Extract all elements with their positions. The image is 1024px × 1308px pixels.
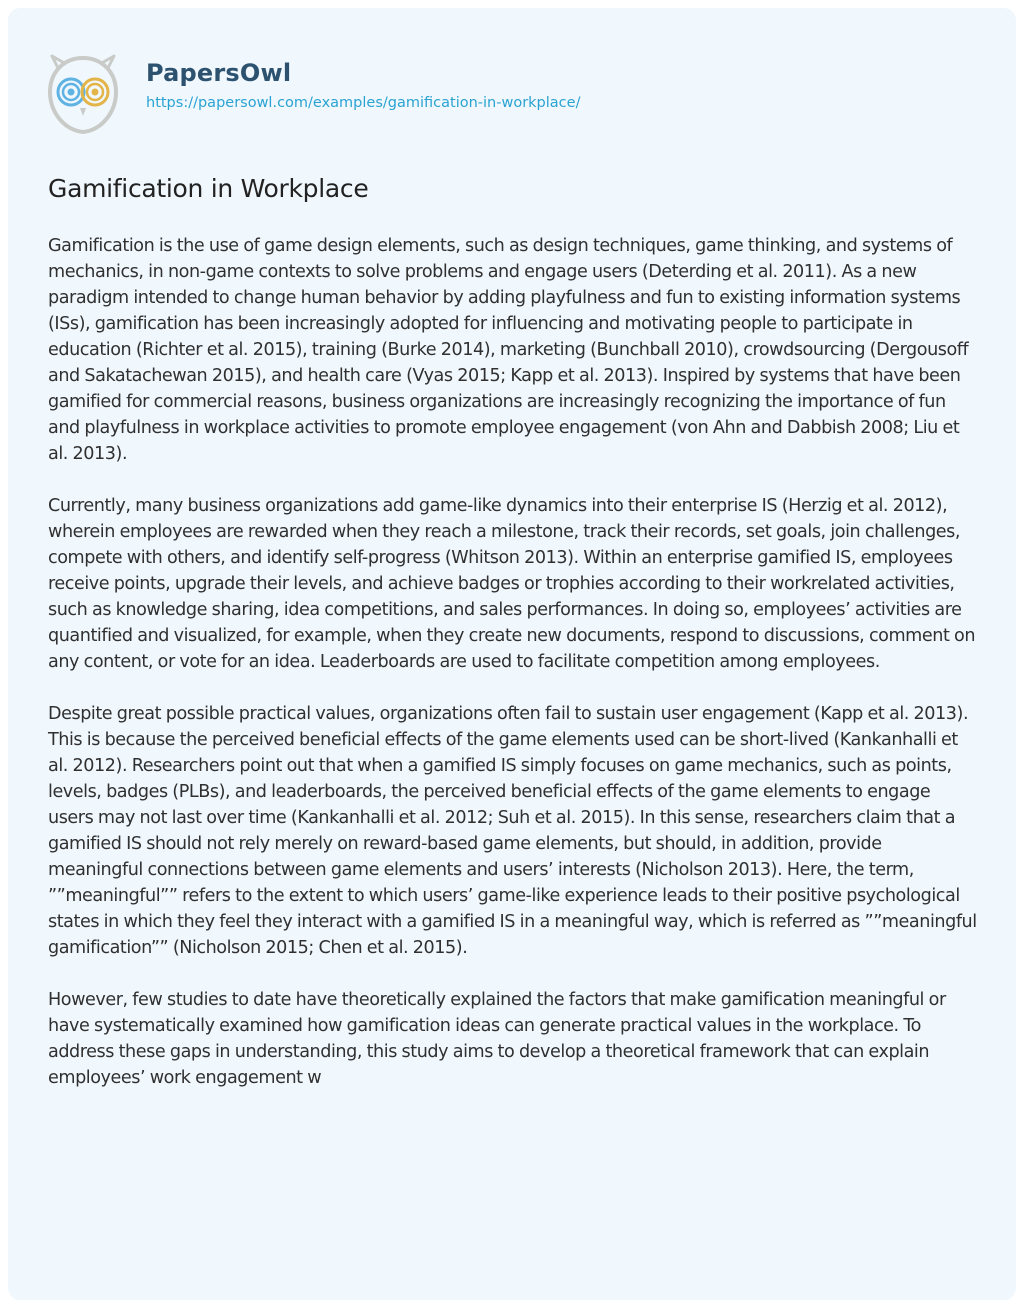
brand-name[interactable]: PapersOwl [146, 59, 292, 87]
document-title: Gamification in Workplace [48, 174, 369, 203]
header [44, 54, 122, 136]
brand-block [146, 58, 580, 112]
owl-logo-icon[interactable] [44, 54, 122, 136]
source-url-link[interactable]: https://papersowl.com/examples/gamification-in-workplace/ [146, 95, 581, 111]
paragraph: Despite great possible practical values, organizations often fail to sustain user engagement (Kapp et al. 2013). This is because the perceived beneficial effects of the game elements used can be short-lived (Kankanhalli et al. 2012). Researchers point out that when a gamified IS simply focuses on game mechanics, such as points, levels, badges (PLBs), and leaderboards, the perceived beneficial effects of the game elements to engage users may not last over time (Kankanhalli et al. 2012; Suh et al. 2015). In this sense, researchers claim that a gamified IS should not rely merely on reward-based game elements, but should, in addition, provide meaningful connections between game elements and users’ interests (Nicholson 2013). Here, the term, ””meaningful”” refers to the extent to which users’ game-like experience leads to their positive psychological states in which they feel they interact with a gamified IS in a meaningful way, which is referred as ””meaningful gamification”” (Nicholson 2015; Chen et al. 2015). [48, 704, 977, 958]
document-body [48, 233, 978, 1117]
paragraph: Gamification is the use of game design elements, such as design techniques, game thinking, and systems of mechanics, in non-game contexts to solve problems and engage users (Deterding et al. 2011). As a new paradigm intended to change human behavior by adding playfulness and fun to existing information systems (ISs), gamification has been increasingly adopted for influencing and motivating people to participate in education (Richter et al. 2015), training (Burke 2014), marketing (Bunchball 2010), crowdsourcing (Dergousoff and Sakatachewan 2015), and health care (Vyas 2015; Kapp et al. 2013). Inspired by systems that have been gamified for commercial reasons, business organizations are increasingly recognizing the importance of fun and playfulness in workplace activities to promote employee engagement (von Ahn and Dabbish 2008; Liu et al. 2013). [48, 236, 969, 464]
paragraph: Currently, many business organizations add game-like dynamics into their enterprise IS (Herzig et al. 2012), wherein employees are rewarded when they reach a milestone, track their records, set goals, join challenges, compete with others, and identify self-progress (Whitson 2013). Within an enterprise gamified IS, employees receive points, upgrade their levels, and achieve badges or trophies according to their workrelated activities, such as knowledge sharing, idea competitions, and sales performances. In doing so, employees’ activities are quantified and visualized, for example, when they create new documents, respond to discussions, comment on any content, or vote for an idea. Leaderboards are used to facilitate competition among employees. [48, 496, 976, 672]
paragraph: However, few studies to date have theoretically explained the factors that make gamification meaningful or have systematically examined how gamification ideas can generate practical values in the workplace. To address these gaps in understanding, this study aims to develop a theoretical framework that can explain employees’ work engagement w [48, 990, 946, 1088]
